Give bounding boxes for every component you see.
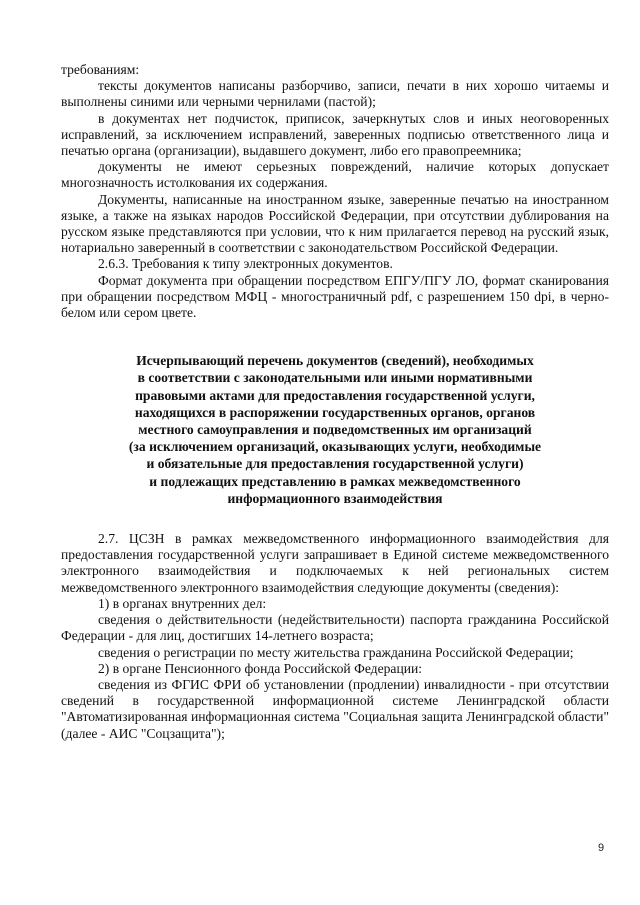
heading-line: в соответствии с законодательными или иными нормативными — [137, 370, 533, 386]
paragraph-requirements-intro: требованиям: — [61, 62, 140, 77]
paragraph-disability-info: сведения из ФГИС ФРИ об установлении (продлении) инвалидности - при отсутствии сведений в государственной информационной системе Ленинградской области "Автоматизированная информационная система "Социальная защита Ленинградской области" (далее - АИС "Соцзащита"); — [61, 676, 609, 741]
heading-line: местного самоуправления и подведомственных им организаций — [138, 422, 532, 438]
paragraph-no-damage: документы не имеют серьезных повреждений, наличие которых допускает многозначность истолкования их содержания. — [61, 159, 609, 191]
heading-line: и обязательные для предоставления государственной услуги) — [146, 456, 524, 472]
paragraph-section-2-6-3: 2.6.3. Требования к типу электронных документов. — [98, 256, 393, 272]
paragraph-internal-affairs: 1) в органах внутренних дел: — [98, 595, 267, 611]
paragraph-no-corrections: в документах нет подчисток, приписок, зачеркнутых слов и иных неоговоренных исправлений, за исключением исправлений, заверенных подписью ответственного лица и печатью органа (организации), выдавшего документ, либо его правопреемника; — [61, 110, 609, 159]
heading-line: находящихся в распоряжении государственных органов, органов — [134, 404, 536, 420]
paragraph-section-2-7: 2.7. ЦСЗН в рамках межведомственного информационного взаимодействия для предоставления государственной услуги запрашивает в Единой системе межведомственного электронного взаимодействия и подключаемых к ней региональных систем межведомственного электронного взаимодействия следующие документы (сведения): — [61, 531, 609, 595]
paragraph-pension-fund: 2) в органе Пенсионного фонда Российской Федерации: — [98, 660, 423, 676]
section-heading — [61, 352, 609, 507]
heading-line: (за исключением организаций, оказывающих услуги, необходимые — [128, 439, 542, 455]
heading-line: правовыми актами для предоставления государственной услуги, — [135, 387, 535, 403]
paragraph-document-format: Формат документа при обращении посредством ЕПГУ/ПГУ ЛО, формат сканирования при обращении посредством МФЦ - многостраничный pdf, с разрешением 150 dpi, в черно-белом или сером цвете. — [61, 272, 609, 321]
document-page — [61, 62, 609, 742]
heading-line: информационного взаимодействия — [227, 490, 443, 506]
page-number: 9 — [598, 842, 605, 854]
heading-line: Исчерпывающий перечень документов (сведений), необходимых — [136, 353, 534, 369]
heading-line: и подлежащих представлению в рамках межведомственного — [149, 473, 521, 489]
paragraph-passport-validity: сведения о действительности (недействительности) паспорта гражданина Российской Федерации - для лиц, достигших 14-летнего возраста; — [61, 612, 609, 644]
paragraph-legibility: тексты документов написаны разборчиво, записи, печати в них хорошо читаемы и выполнены синими или черными чернилами (пастой); — [61, 78, 609, 110]
paragraph-registration: сведения о регистрации по месту жительства гражданина Российской Федерации; — [98, 644, 574, 660]
paragraph-foreign-language: Документы, написанные на иностранном языке, заверенные печатью на иностранном языке, а также на языках народов Российской Федерации, при отсутствии дублирования на русском языке представляются при условии, что к ним прилагается перевод на русский язык, нотариально заверенный в соответствии с законодательством Российской Федерации. — [61, 191, 609, 256]
